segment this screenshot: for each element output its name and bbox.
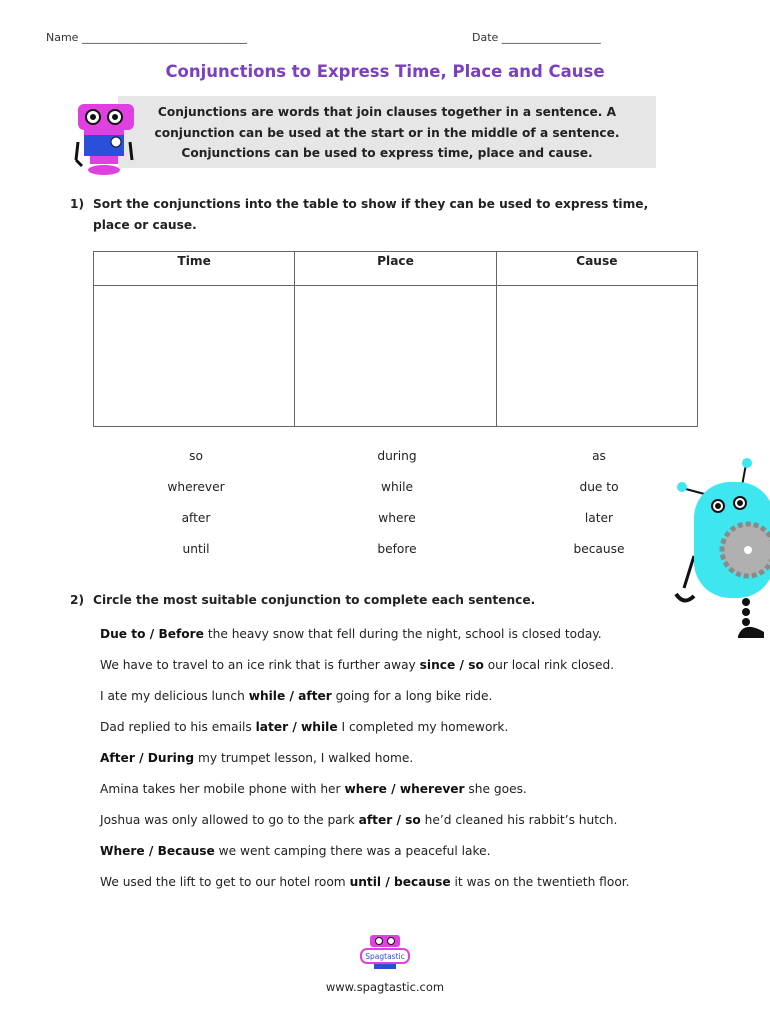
conjunction-choice[interactable]: where / wherever bbox=[344, 782, 465, 796]
intro-line: Conjunctions can be used to express time, place and cause. bbox=[181, 146, 593, 160]
sentence-row: I ate my delicious lunch while / after going for a long bike ride. bbox=[100, 689, 493, 703]
conjunction-choice[interactable]: Due to / Before bbox=[100, 627, 204, 641]
sentence-row: Joshua was only allowed to go to the park after / so he’d cleaned his rabbit’s hutch. bbox=[100, 813, 618, 827]
intro-line: Conjunctions are words that join clauses together in a sentence. A bbox=[157, 105, 617, 119]
word-item: later bbox=[584, 511, 614, 525]
conjunction-choice[interactable]: until / because bbox=[349, 875, 451, 889]
question-1 bbox=[70, 194, 690, 236]
word-item: so bbox=[189, 449, 203, 463]
word-item: as bbox=[592, 449, 606, 463]
word-item: due to bbox=[579, 480, 619, 494]
spagtastic-logo bbox=[358, 933, 412, 973]
question-2 bbox=[70, 590, 690, 611]
word-item: before bbox=[377, 542, 417, 556]
footer-url[interactable]: www.spagtastic.com bbox=[325, 980, 445, 994]
name-blank[interactable]: ______________________________ bbox=[81, 31, 247, 44]
word-item: after bbox=[181, 511, 211, 525]
question-text: place or cause. bbox=[93, 218, 197, 232]
conjunction-choice[interactable]: later / while bbox=[255, 720, 338, 734]
table-header-cause: Cause bbox=[496, 252, 697, 286]
table-cell-cause[interactable] bbox=[496, 286, 697, 427]
name-label: Name bbox=[46, 31, 79, 44]
conjunction-choice[interactable]: Where / Because bbox=[100, 844, 215, 858]
word-item: until bbox=[182, 542, 210, 556]
date-label: Date bbox=[472, 31, 499, 44]
robot-pink-illustration bbox=[72, 100, 138, 176]
robot-cyan-illustration bbox=[672, 456, 770, 642]
intro-line: conjunction can be used at the start or in the middle of a sentence. bbox=[154, 125, 620, 140]
date-blank[interactable]: __________________ bbox=[501, 31, 601, 44]
page-title: Conjunctions to Express Time, Place and Cause bbox=[165, 62, 605, 81]
sentence-row: After / During my trumpet lesson, I walked home. bbox=[100, 751, 414, 765]
word-item: wherever bbox=[167, 480, 225, 494]
question-number: 1) bbox=[70, 197, 85, 211]
conjunction-choice[interactable]: After / During bbox=[100, 751, 195, 765]
word-item: during bbox=[377, 449, 417, 463]
sentence-row: Amina takes her mobile phone with her where / wherever she goes. bbox=[100, 782, 527, 796]
sentence-row: We used the lift to get to our hotel room until / because it was on the twentieth floor. bbox=[100, 875, 630, 889]
intro-text bbox=[118, 102, 656, 164]
name-line bbox=[46, 31, 247, 44]
table-cell-time[interactable] bbox=[94, 286, 295, 427]
sentence-row: We have to travel to an ice rink that is further away since / so our local rink closed. bbox=[100, 658, 615, 672]
date-line bbox=[472, 31, 601, 44]
table-header-time: Time bbox=[94, 252, 295, 286]
conjunction-choice[interactable]: after / so bbox=[358, 813, 421, 827]
sentence-row: Dad replied to his emails later / while I completed my homework. bbox=[100, 720, 509, 734]
logo-wordmark: Spagtastic bbox=[365, 952, 405, 961]
table-cell-place[interactable] bbox=[295, 286, 496, 427]
question-text: Sort the conjunctions into the table to show if they can be used to express time, bbox=[93, 197, 649, 211]
sentence-row: Where / Because we went camping there was a peaceful lake. bbox=[100, 844, 491, 858]
sort-table bbox=[93, 251, 698, 427]
word-item: where bbox=[378, 511, 416, 525]
sentence-row: Due to / Before the heavy snow that fell during the night, school is closed today. bbox=[100, 627, 602, 641]
question-number: 2) bbox=[70, 593, 85, 607]
word-item: while bbox=[381, 480, 413, 494]
question-text: Circle the most suitable conjunction to complete each sentence. bbox=[93, 593, 536, 607]
word-item: because bbox=[573, 542, 625, 556]
conjunction-choice[interactable]: since / so bbox=[419, 658, 484, 672]
conjunction-choice[interactable]: while / after bbox=[248, 689, 332, 703]
table-header-place: Place bbox=[295, 252, 496, 286]
